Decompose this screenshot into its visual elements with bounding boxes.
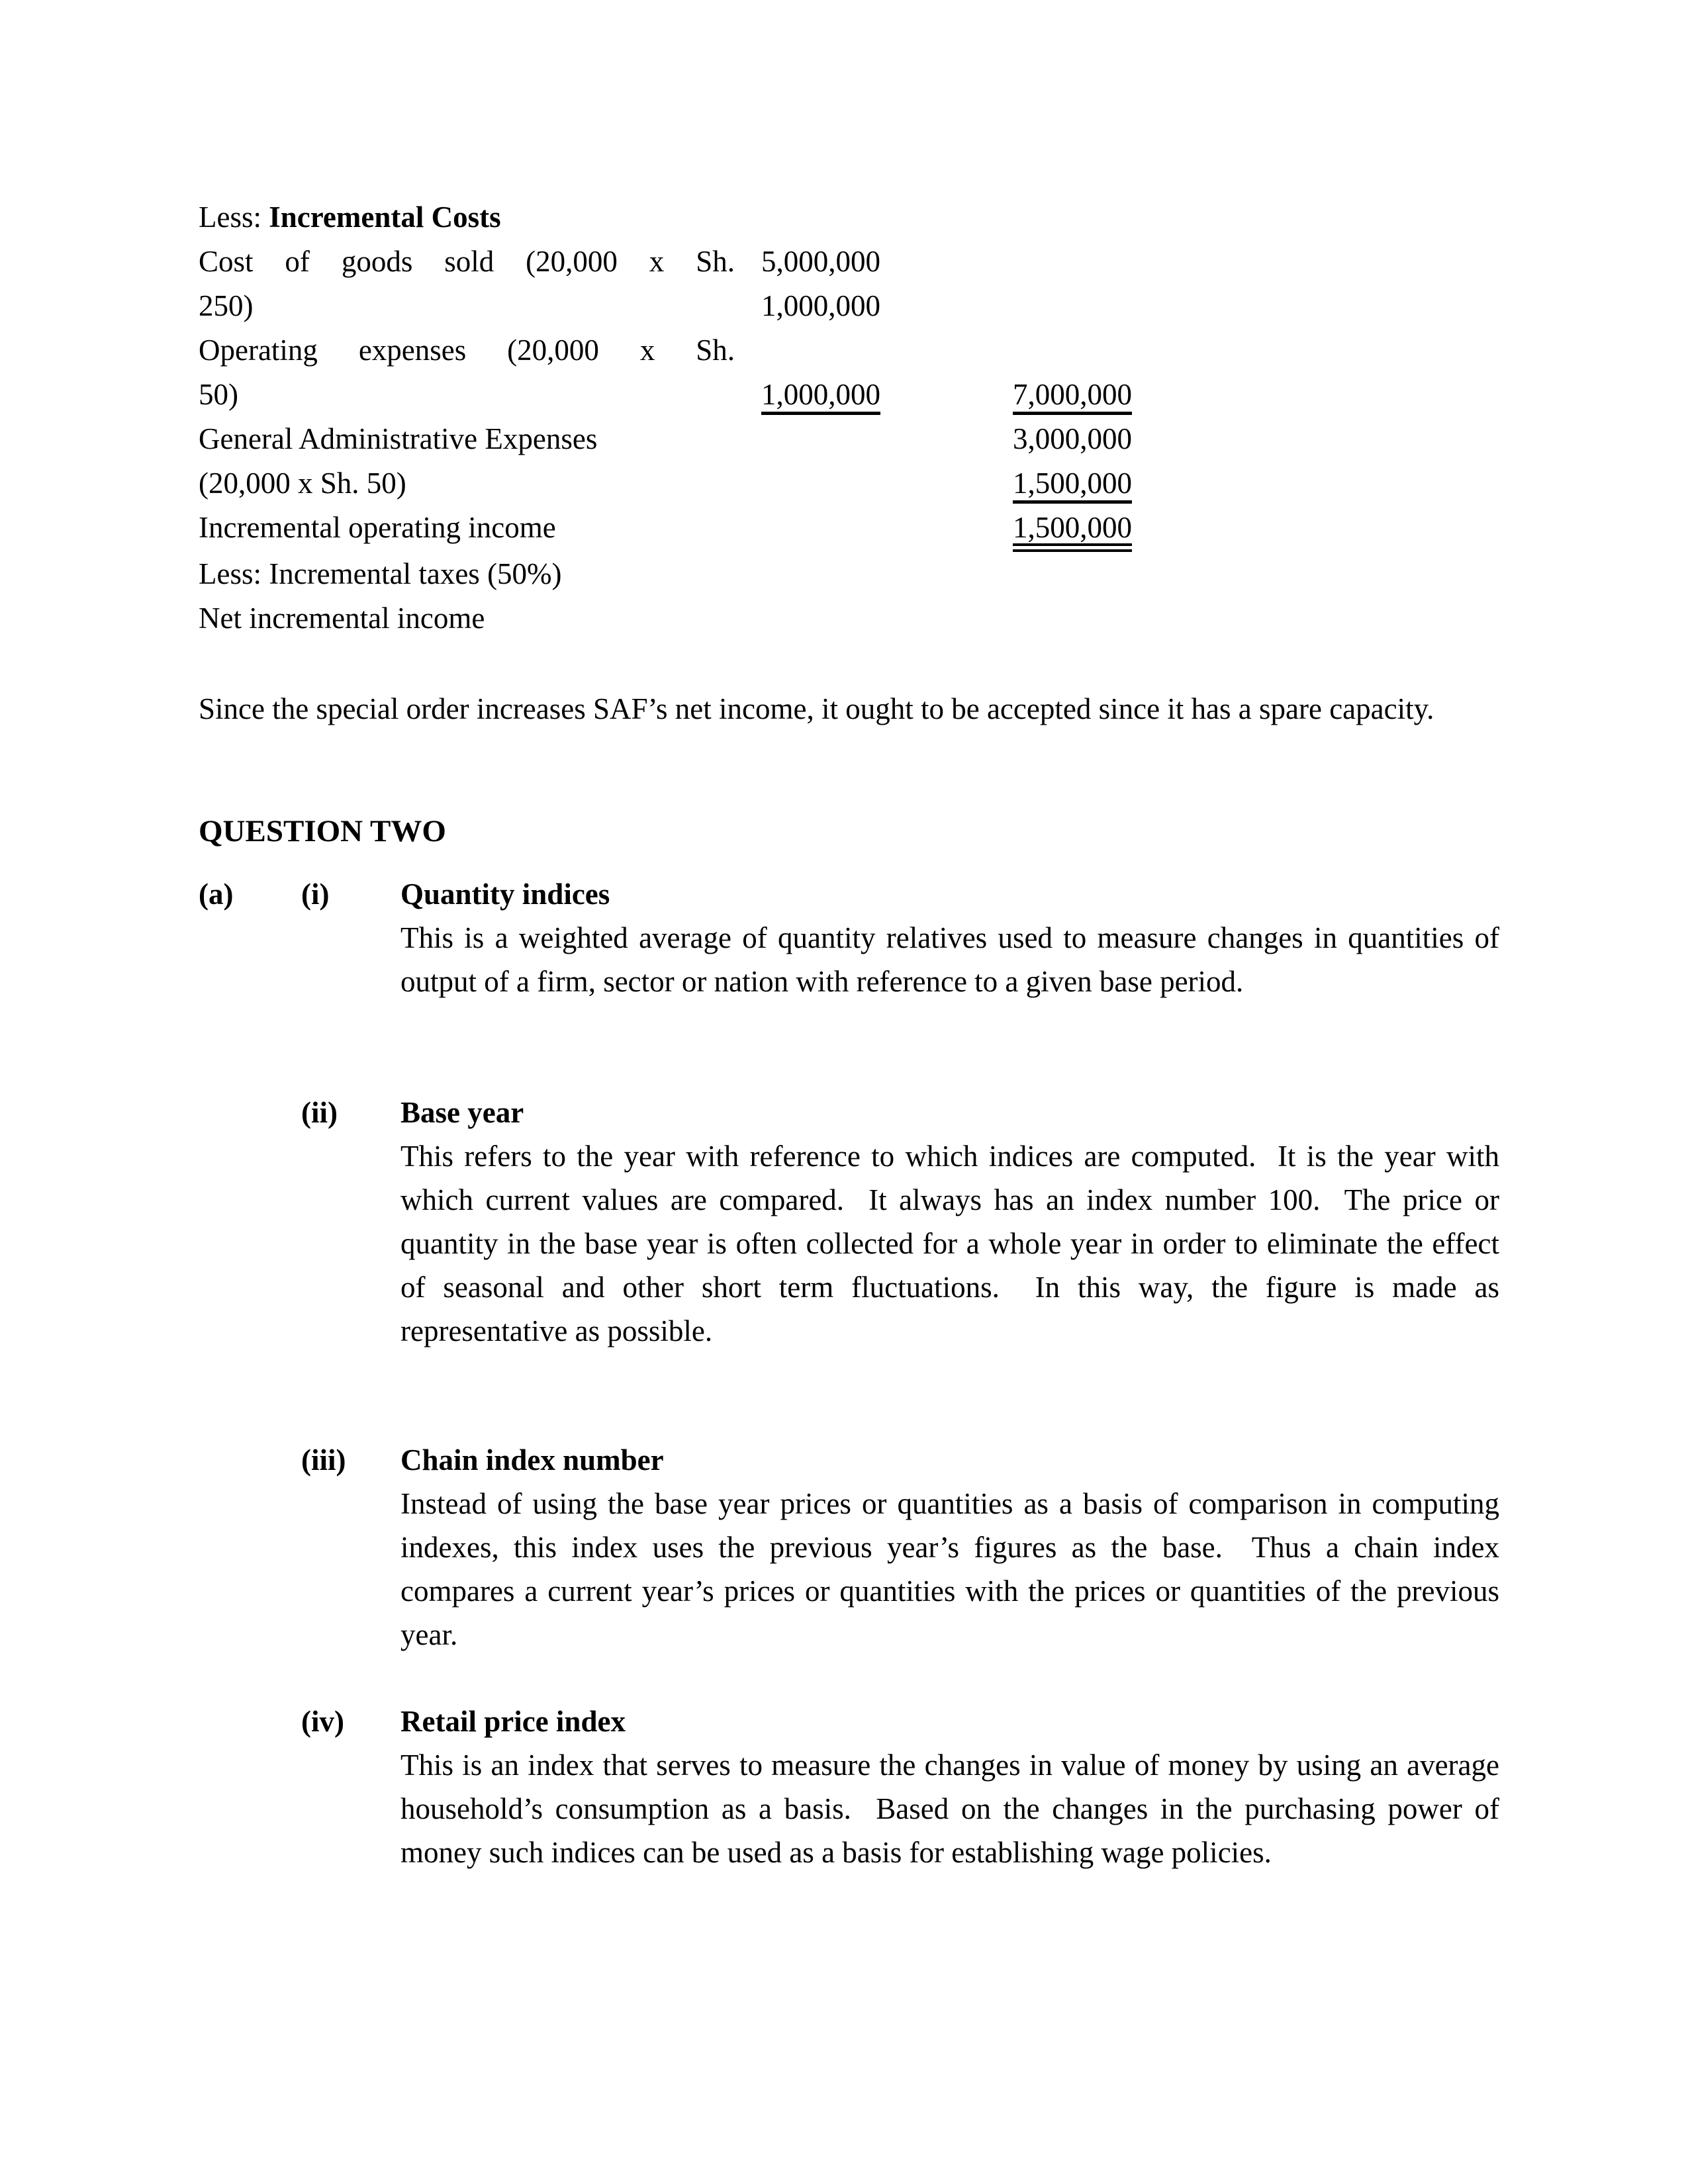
- amount-col1: [761, 552, 914, 596]
- item-numeral: (iv): [301, 1705, 344, 1738]
- row-label: Cost of goods sold (20,000 x Sh.: [199, 245, 735, 278]
- row-label: (20,000 x Sh. 50): [199, 467, 406, 500]
- table-row: [199, 506, 1211, 552]
- row-label: General Administrative Expenses: [199, 422, 598, 455]
- amount-col2: [1013, 328, 1172, 373]
- item-heading: Chain index number: [400, 1443, 664, 1477]
- item-definition: This is a weighted average of quantity relatives used to measure changes in quantities of output of a firm, sector or nation with reference to a given base period.: [400, 921, 1507, 998]
- amount-col2: [1013, 461, 1172, 506]
- item-heading: Quantity indices: [400, 878, 610, 911]
- definition-item-quantity-indices: [199, 872, 1506, 1003]
- costs-heading-row: [199, 195, 1211, 240]
- amount-value-underlined: 1,500,000: [1013, 468, 1132, 504]
- amount-col1: [761, 328, 914, 373]
- table-row: [199, 284, 1211, 328]
- item-definition: This is an index that serves to measure the changes in value of money by using an average household’s consumption as a basis. Based on the changes in the purchasing power of money such indices can be used as a basis for establishing wage policies.: [400, 1749, 1507, 1869]
- definition-item-retail-price-index: [199, 1700, 1506, 1874]
- item-content: [400, 1700, 1507, 1874]
- incremental-costs-section: [199, 195, 1211, 641]
- amount-col1: [761, 596, 914, 641]
- amount-col1: [761, 240, 914, 284]
- amount-col1: [761, 461, 914, 506]
- conclusion-paragraph: Since the special order increases SAF’s net income, it ought to be accepted since it has a spare capacity.: [199, 692, 1434, 725]
- costs-heading-line: [199, 195, 794, 240]
- item-heading: Retail price index: [400, 1705, 626, 1738]
- question-two-title: QUESTION TWO: [199, 814, 446, 848]
- table-row: [199, 328, 1211, 373]
- amount-col1: [761, 284, 914, 328]
- item-content: [400, 1091, 1507, 1353]
- item-numeral: (i): [301, 878, 330, 911]
- table-row: [199, 373, 1211, 417]
- amount-col2: [1013, 373, 1172, 417]
- table-row: [199, 461, 1211, 506]
- table-row: [199, 240, 1211, 284]
- amount-col2: [1013, 240, 1172, 284]
- costs-heading-title: Incremental Costs: [269, 201, 501, 234]
- table-row: [199, 596, 1211, 641]
- item-heading: Base year: [400, 1096, 524, 1129]
- amount-col2: [1013, 417, 1172, 461]
- table-row: [199, 552, 1211, 596]
- row-label: 250): [199, 289, 254, 322]
- amount-col1: [761, 417, 914, 461]
- item-numeral: (iii): [301, 1443, 346, 1477]
- item-numeral: (ii): [301, 1096, 338, 1129]
- amount-value-underlined: 1,000,000: [761, 379, 880, 415]
- definition-item-base-year: [199, 1091, 1506, 1353]
- item-content: [400, 1438, 1507, 1657]
- amount-value-underlined: 7,000,000: [1013, 379, 1132, 415]
- amount-col2: [1013, 284, 1172, 328]
- definition-item-chain-index: [199, 1438, 1506, 1657]
- amount-col1: [761, 373, 914, 417]
- amount-value: 5,000,000: [761, 245, 880, 278]
- amount-col2: [1013, 506, 1172, 552]
- row-label: Incremental operating income: [199, 511, 556, 544]
- row-label: Operating expenses (20,000 x Sh.: [199, 334, 735, 367]
- amount-col1: [761, 506, 914, 552]
- amount-value-double-underlined: 1,500,000: [1013, 512, 1132, 552]
- amount-col2: [1013, 552, 1172, 596]
- row-label: 50): [199, 378, 238, 411]
- amount-col2: [1013, 596, 1172, 641]
- costs-heading-prefix: Less:: [199, 201, 261, 234]
- item-definition: Instead of using the base year prices or quantities as a basis of comparison in computing indexes, this index uses the previous year’s figures as the base. Thus a chain index compares a current year’s prices or quantities with the prices or quantities of the previous year.: [400, 1487, 1507, 1651]
- item-definition: This refers to the year with reference to which indices are computed. It is the year with which current values are compared. It always has an index number 100. The price or quantity in the base year is often collected for a whole year in order to eliminate the effect of seasonal and other short term fluctuations. In this way, the figure is made as representative as possible.: [400, 1140, 1507, 1347]
- table-row: [199, 417, 1211, 461]
- item-content: [400, 872, 1507, 1003]
- row-label: Less: Incremental taxes (50%): [199, 557, 562, 590]
- row-label: Net incremental income: [199, 602, 485, 635]
- amount-value: 3,000,000: [1013, 422, 1132, 455]
- part-a-label: (a): [199, 878, 234, 911]
- amount-value: 1,000,000: [761, 289, 880, 322]
